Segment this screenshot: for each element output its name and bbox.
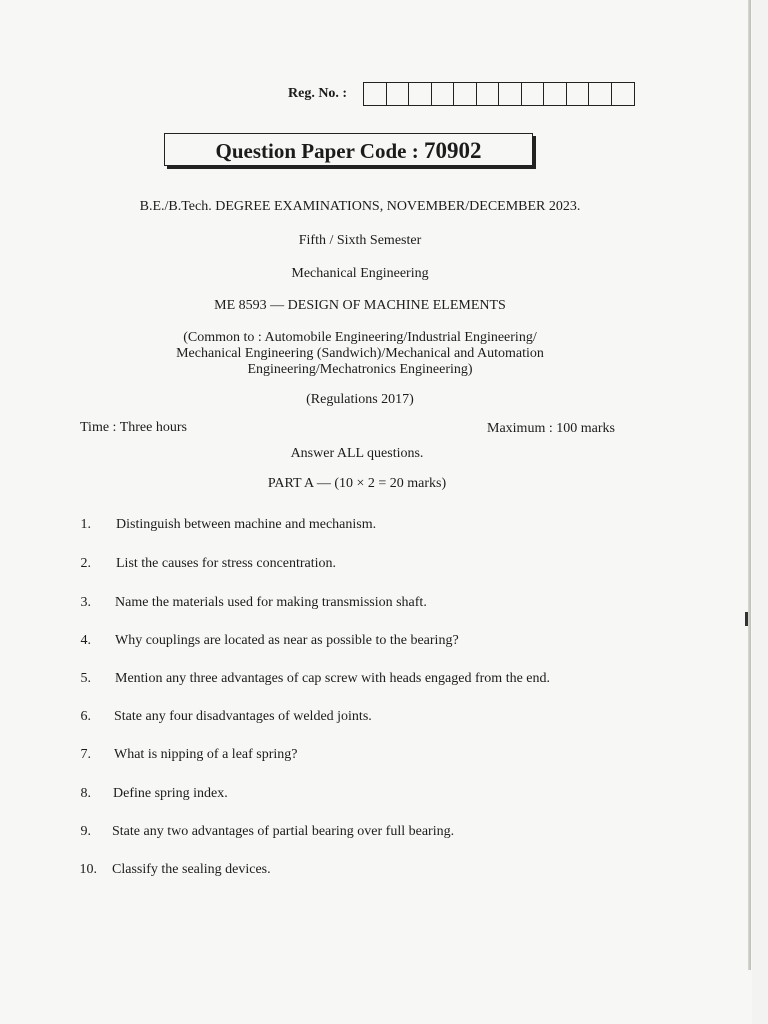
reg-no-digit-box bbox=[477, 83, 500, 105]
question-number: 10. bbox=[79, 862, 97, 877]
reg-no-digit-box bbox=[454, 83, 477, 105]
reg-no-digit-box bbox=[432, 83, 455, 105]
reg-no-boxes bbox=[363, 82, 635, 106]
max-marks: Maximum : 100 marks bbox=[487, 421, 615, 436]
reg-no-digit-box bbox=[567, 83, 590, 105]
reg-no-digit-box bbox=[589, 83, 612, 105]
exam-title: B.E./B.Tech. DEGREE EXAMINATIONS, NOVEMBER/DECEMBER 2023. bbox=[139, 199, 581, 214]
time-label: Time : Three hours bbox=[80, 420, 187, 435]
question-number: 9. bbox=[80, 824, 91, 839]
page-edge bbox=[748, 0, 751, 970]
regulations: (Regulations 2017) bbox=[306, 392, 414, 407]
question-number: 1. bbox=[80, 517, 91, 532]
question-paper-code bbox=[164, 133, 533, 166]
question-text: Distinguish between machine and mechanism. bbox=[116, 517, 377, 532]
question-number: 7. bbox=[80, 747, 91, 762]
common-line-3: Engineering/Mechatronics Engineering) bbox=[247, 362, 473, 377]
part-a-heading: PART A — (10 × 2 = 20 marks) bbox=[267, 476, 447, 491]
question-text: Classify the sealing devices. bbox=[112, 862, 271, 877]
reg-no-digit-box bbox=[544, 83, 567, 105]
question-number: 8. bbox=[80, 786, 91, 801]
reg-no-digit-box bbox=[522, 83, 545, 105]
question-text: Name the materials used for making transmission shaft. bbox=[115, 595, 427, 610]
instruction: Answer ALL questions. bbox=[290, 446, 424, 461]
reg-no-digit-box bbox=[364, 83, 387, 105]
question-number: 3. bbox=[80, 595, 91, 610]
subject: ME 8593 — DESIGN OF MACHINE ELEMENTS bbox=[214, 298, 506, 313]
margin-mark bbox=[745, 612, 748, 626]
question-text: Mention any three advantages of cap screw with heads engaged from the end. bbox=[115, 671, 551, 686]
question-text: List the causes for stress concentration. bbox=[116, 556, 337, 571]
question-number: 2. bbox=[80, 556, 91, 571]
department: Mechanical Engineering bbox=[291, 266, 429, 281]
reg-no-digit-box bbox=[612, 83, 635, 105]
reg-no-label: Reg. No. : bbox=[288, 86, 348, 101]
question-number: 5. bbox=[80, 671, 91, 686]
question-text: Define spring index. bbox=[113, 786, 228, 801]
reg-no-digit-box bbox=[409, 83, 432, 105]
reg-no-digit-box bbox=[499, 83, 522, 105]
code-number: 70902 bbox=[423, 138, 482, 163]
question-text: State any four disadvantages of welded joints. bbox=[114, 709, 372, 724]
question-number: 4. bbox=[80, 633, 91, 648]
question-text: What is nipping of a leaf spring? bbox=[114, 747, 298, 762]
common-line-2: Mechanical Engineering (Sandwich)/Mechanical and Automation bbox=[176, 346, 544, 361]
common-line-1: (Common to : Automobile Engineering/Industrial Engineering/ bbox=[183, 330, 537, 345]
semester: Fifth / Sixth Semester bbox=[298, 233, 422, 248]
question-text: Why couplings are located as near as possible to the bearing? bbox=[115, 633, 459, 648]
question-number: 6. bbox=[80, 709, 91, 724]
question-text: State any two advantages of partial bearing over full bearing. bbox=[112, 824, 455, 839]
reg-no-digit-box bbox=[387, 83, 410, 105]
code-label: Question Paper Code : bbox=[215, 139, 424, 163]
